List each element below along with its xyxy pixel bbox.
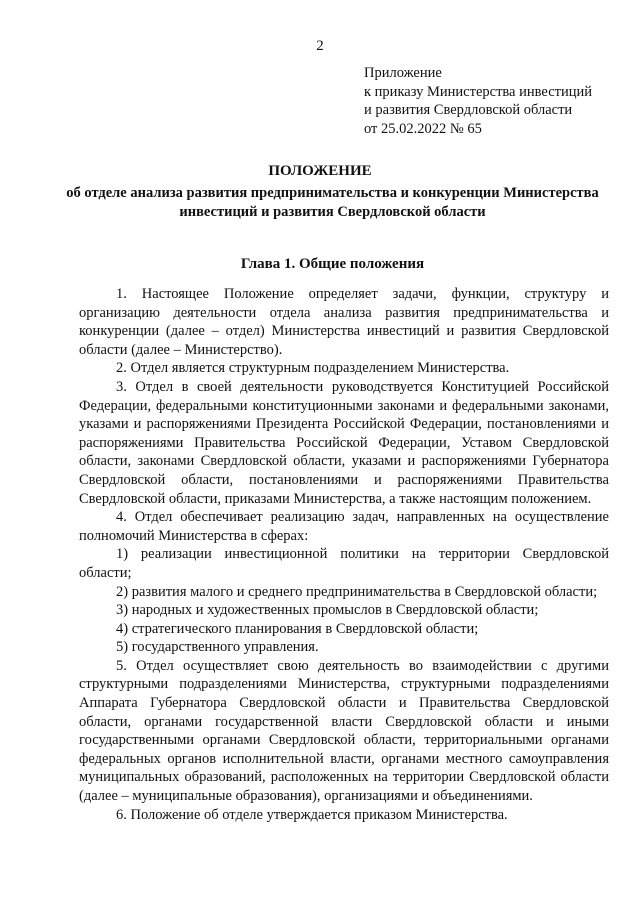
list-item-1: 1) реализации инвестиционной политики на территории Свердловской области; <box>79 546 609 581</box>
document-body <box>79 285 609 824</box>
paragraph-5: 5. Отдел осуществляет свою деятельность во взаимодействии с другими структурными подразделениями Министерства, структурными подразделениями Аппарата Губернатора Свердловской области и Правительства Свердловской области, органами государственной власти Свердловской области и иными государственными органами Свердловской области, территориальными органами федеральных органов исполнительной власти, органами местного самоуправления муниципальных образований, расположенных на территории Свердловской области (далее – муниципальные образования), организациями и объединениями. <box>79 657 609 805</box>
paragraph-2: 2. Отдел является структурным подразделением Министерства. <box>116 360 510 377</box>
list-item-4: 4) стратегического планирования в Свердловской области; <box>116 620 479 637</box>
page-number: 2 <box>316 38 324 54</box>
list-item-3: 3) народных и художественных промыслов в Свердловской области; <box>116 602 539 619</box>
appendix-line: от 25.02.2022 № 65 <box>364 120 482 137</box>
document-title: ПОЛОЖЕНИЕ <box>268 163 372 179</box>
appendix-line: Приложение <box>364 65 442 81</box>
document-subtitle: об отделе анализа развития предпринимательства и конкуренции Министерства инвестиций и развития Свердловской области <box>66 185 599 220</box>
list-item-5: 5) государственного управления. <box>116 639 319 656</box>
appendix-line: к приказу Министерства инвестиций <box>364 83 593 100</box>
paragraph-6: 6. Положение об отделе утверждается приказом Министерства. <box>116 806 508 823</box>
list-item-2: 2) развития малого и среднего предпринимательства в Свердловской области; <box>116 583 598 600</box>
paragraph-3: 3. Отдел в своей деятельности руководствуется Конституцией Российской Федерации, федеральными конституционными законами и федеральными законами, указами и распоряжениями Президента Российской Федерации, постановлениями и распоряжениями Правительства Российской Федерации, Уставом Свердловской области, законами Свердловской области, указами и распоряжениями Губернатора Свердловской области, постановлениями и распоряжениями Правительства Свердловской области, приказами Министерства, а также настоящим положением. <box>79 378 609 507</box>
chapter-heading: Глава 1. Общие положения <box>240 256 425 272</box>
appendix-line: и развития Свердловской области <box>364 102 573 118</box>
paragraph-1: 1. Настоящее Положение определяет задачи, функции, структуру и организацию деятельности отдела анализа развития предпринимательства и конкуренции (далее – отдел) Министерства инвестиций и развития Свердловской области (далее – Министерство). <box>79 286 609 358</box>
appendix-block <box>364 64 592 138</box>
paragraph-4: 4. Отдел обеспечивает реализацию задач, направленных на осуществление полномочий Министерства в сферах: <box>79 509 609 544</box>
